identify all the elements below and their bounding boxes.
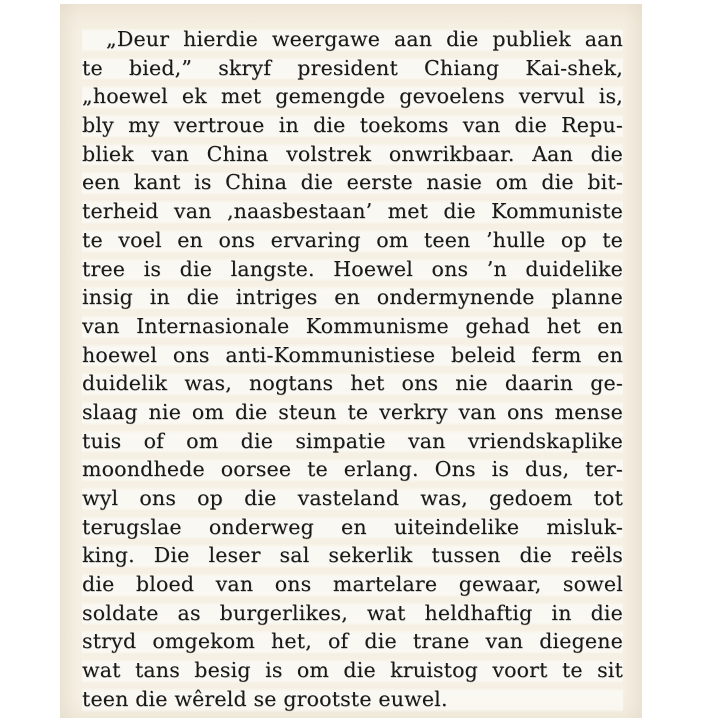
text-line: terugslae onderweg en uiteindelike misluk- [82, 513, 623, 542]
text-line: soldate as burgerlikes, wat heldhaftig in die [82, 599, 623, 628]
text-line: king. Die leser sal sekerlik tussen die reëls [82, 541, 623, 570]
text-line: tuis of om die simpatie van vriendskaplike [82, 427, 623, 456]
text-line: insig in die intriges en ondermynende planne [82, 283, 623, 312]
text-line: wat tans besig is om die kruistog voort te sit [82, 656, 623, 685]
text-line: slaag nie om die steun te verkry van ons mense [82, 398, 623, 427]
text-line: te bied,” skryf president Chiang Kai-shek, [82, 54, 623, 83]
text-line: terheid van ‚naasbestaan’ met die Kommuniste [82, 197, 623, 226]
text-line: die bloed van ons martelare gewaar, sowel [82, 570, 623, 599]
text-line: „Deur hierdie weergawe aan die publiek aan [82, 25, 623, 54]
text-line: bly my vertroue in die toekoms van die Repu- [82, 111, 623, 140]
text-line: teen die wêreld se grootste euwel. [82, 685, 623, 714]
text-line: bliek van China volstrek onwrikbaar. Aan die [82, 140, 623, 169]
text-line: hoewel ons anti-Kommunistiese beleid ferm en [82, 341, 623, 370]
text-line: „hoewel ek met gemengde gevoelens vervul is, [82, 82, 623, 111]
text-line: wyl ons op die vasteland was, gedoem tot [82, 484, 623, 513]
text-line: moondhede oorsee te erlang. Ons is dus, ter- [82, 455, 623, 484]
text-line: tree is die langste. Hoewel ons ’n duidelike [82, 255, 623, 284]
text-line: van Internasionale Kommunisme gehad het en [82, 312, 623, 341]
text-line: duidelik was, nogtans het ons nie daarin ge- [82, 369, 623, 398]
paragraph [82, 25, 623, 714]
text-line: stryd omgekom het, of die trane van diegene [82, 627, 623, 656]
scanned-page [60, 4, 642, 718]
text-line: te voel en ons ervaring om teen ’hulle op te [82, 226, 623, 255]
text-line: een kant is China die eerste nasie om die bit- [82, 168, 623, 197]
